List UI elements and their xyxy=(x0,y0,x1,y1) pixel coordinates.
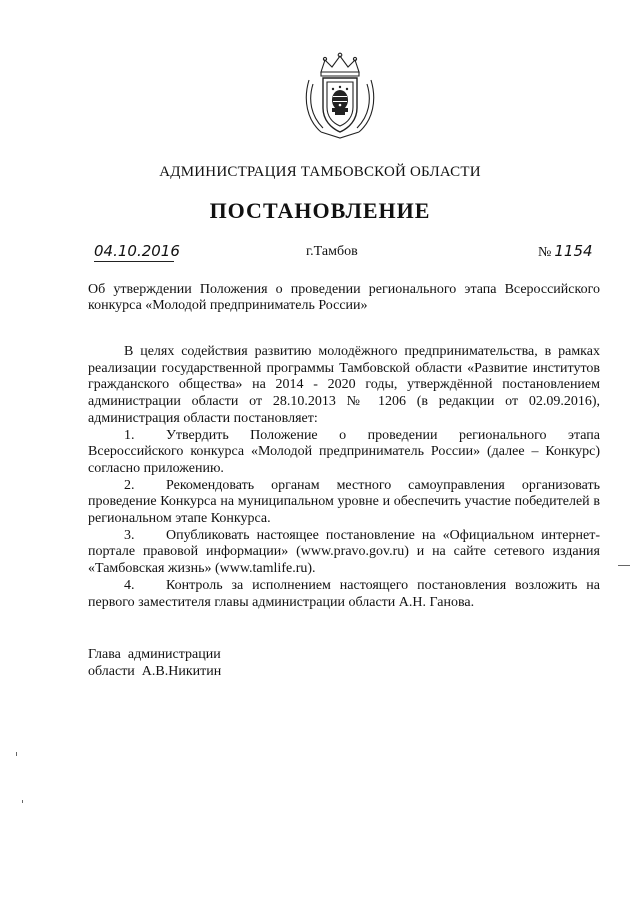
number-prefix: № xyxy=(538,245,552,260)
resolution-item xyxy=(88,578,600,611)
date-value: 04.10.2016 xyxy=(94,242,180,260)
signature-name: области А.В.Никитин xyxy=(88,664,222,679)
document-city: г.Тамбов xyxy=(306,244,358,259)
item-text: Рекомендовать органам местного самоуправления организовать проведение Конкурса на муниципальном уровне и обеспечить участие победителей в региональном этапе Конкурса. xyxy=(88,477,600,527)
resolution-item xyxy=(88,478,600,528)
signature-title: Глава администрации xyxy=(88,647,221,662)
resolution-items xyxy=(88,428,600,612)
item-number: 2. xyxy=(124,477,135,493)
item-text: Утвердить Положение о проведении регионального этапа Всероссийского конкурса «Молодой предприниматель России» (далее – Конкурс) согласно приложению. xyxy=(88,427,600,476)
item-text: Контроль за исполнением настоящего постановления возложить на первого заместителя главы администрации области А.Н. Ганова. xyxy=(88,577,600,610)
resolution-item xyxy=(88,428,600,478)
resolution-item xyxy=(88,528,600,578)
number-value: 1154 xyxy=(554,242,593,260)
item-number: 3. xyxy=(124,527,135,543)
document-date xyxy=(94,242,180,264)
document-number xyxy=(538,242,593,261)
preamble: В целях содействия развитию молодёжного предпринимательства, в рамках реализации государственной программы Тамбовской области «Развитие институтов гражданского общества» на 2014 - 2020 годы, утверждённой постановлением администрации области от 28.10.2013 № 1206 (в редакции от 02.09.2016), администрация области постановляет: xyxy=(88,344,600,426)
signature-block xyxy=(88,646,221,680)
item-number: 4. xyxy=(124,577,135,593)
scan-speck xyxy=(16,752,17,756)
document-subject: Об утверждении Положения о проведении регионального этапа Всероссийского конкурса «Молодой предприниматель России» xyxy=(88,282,600,313)
scan-speck xyxy=(618,565,630,566)
authority-name: АДМИНИСТРАЦИЯ ТАМБОВСКОЙ ОБЛАСТИ xyxy=(159,164,481,180)
tambov-coat-of-arms-icon xyxy=(299,50,381,140)
document-type: ПОСТАНОВЛЕНИЕ xyxy=(209,198,431,223)
item-number: 1. xyxy=(124,427,135,443)
item-text: Опубликовать настоящее постановление на «Официальном интернет-портале правовой информации» (www.pravo.gov.ru) и на сайте сетевого издания «Тамбовская жизнь» (www.tamlife.ru). xyxy=(88,527,600,577)
scan-speck xyxy=(22,800,23,803)
document-body xyxy=(88,344,600,611)
date-underline xyxy=(94,261,174,262)
